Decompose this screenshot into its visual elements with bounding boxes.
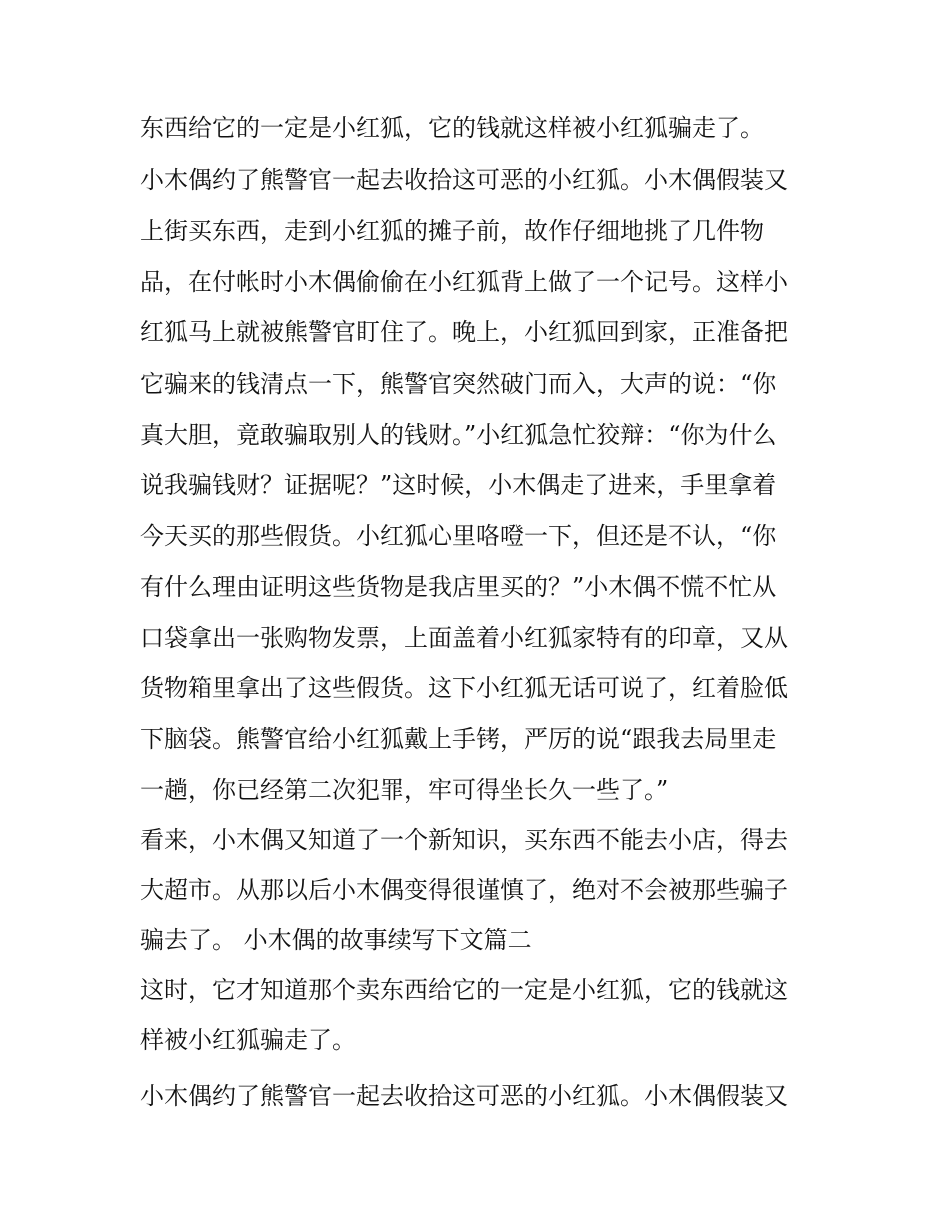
text-line: 骗去了。 小木偶的故事续写下文篇二 bbox=[140, 926, 532, 954]
text-line: 红狐马上就被熊警官盯住了。晚上，小红狐回到家，正准备把 bbox=[140, 318, 788, 346]
text-line: 有什么理由证明这些货物是我店里买的？”小木偶不慌不忙从 bbox=[140, 573, 777, 601]
text-line: 说我骗钱财？证据呢？”这时候，小木偶走了进来，手里拿着 bbox=[140, 471, 777, 499]
text-line: 大超市。从那以后小木偶变得很谨慎了，绝对不会被那些骗子 bbox=[140, 876, 788, 904]
text-line: 一趟，你已经第二次犯罪，牢可得坐长久一些了。” bbox=[140, 776, 669, 804]
text-line: 样被小红狐骗走了。 bbox=[140, 1026, 356, 1054]
text-line: 这时，它才知道那个卖东西给它的一定是小红狐，它的钱就这 bbox=[140, 976, 788, 1004]
text-line: 看来，小木偶又知道了一个新知识，买东西不能去小店，得去 bbox=[140, 826, 788, 854]
text-line: 东西给它的一定是小红狐，它的钱就这样被小红狐骗走了。 bbox=[140, 114, 764, 142]
text-line: 今天买的那些假货。小红狐心里咯噔一下，但还是不认，“你 bbox=[140, 522, 777, 550]
text-line: 它骗来的钱清点一下，熊警官突然破门而入，大声的说：“你 bbox=[140, 370, 777, 398]
text-line: 小木偶约了熊警官一起去收拾这可恶的小红狐。小木偶假装又 bbox=[140, 166, 788, 194]
text-line: 口袋拿出一张购物发票，上面盖着小红狐家特有的印章，又从 bbox=[140, 624, 788, 652]
text-line: 上街买东西，走到小红狐的摊子前，故作仔细地挑了几件物 bbox=[140, 217, 764, 245]
text-line: 货物箱里拿出了这些假货。这下小红狐无话可说了，红着脸低 bbox=[140, 674, 788, 702]
text-line: 真大胆，竟敢骗取别人的钱财。”小红狐急忙狡辩：“你为什么 bbox=[140, 421, 777, 449]
text-line: 小木偶约了熊警官一起去收拾这可恶的小红狐。小木偶假装又 bbox=[140, 1082, 788, 1110]
text-line: 品，在付帐时小木偶偷偷在小红狐背上做了一个记号。这样小 bbox=[140, 268, 788, 296]
text-line: 下脑袋。熊警官给小红狐戴上手铐，严厉的说“跟我去局里走 bbox=[140, 725, 777, 753]
